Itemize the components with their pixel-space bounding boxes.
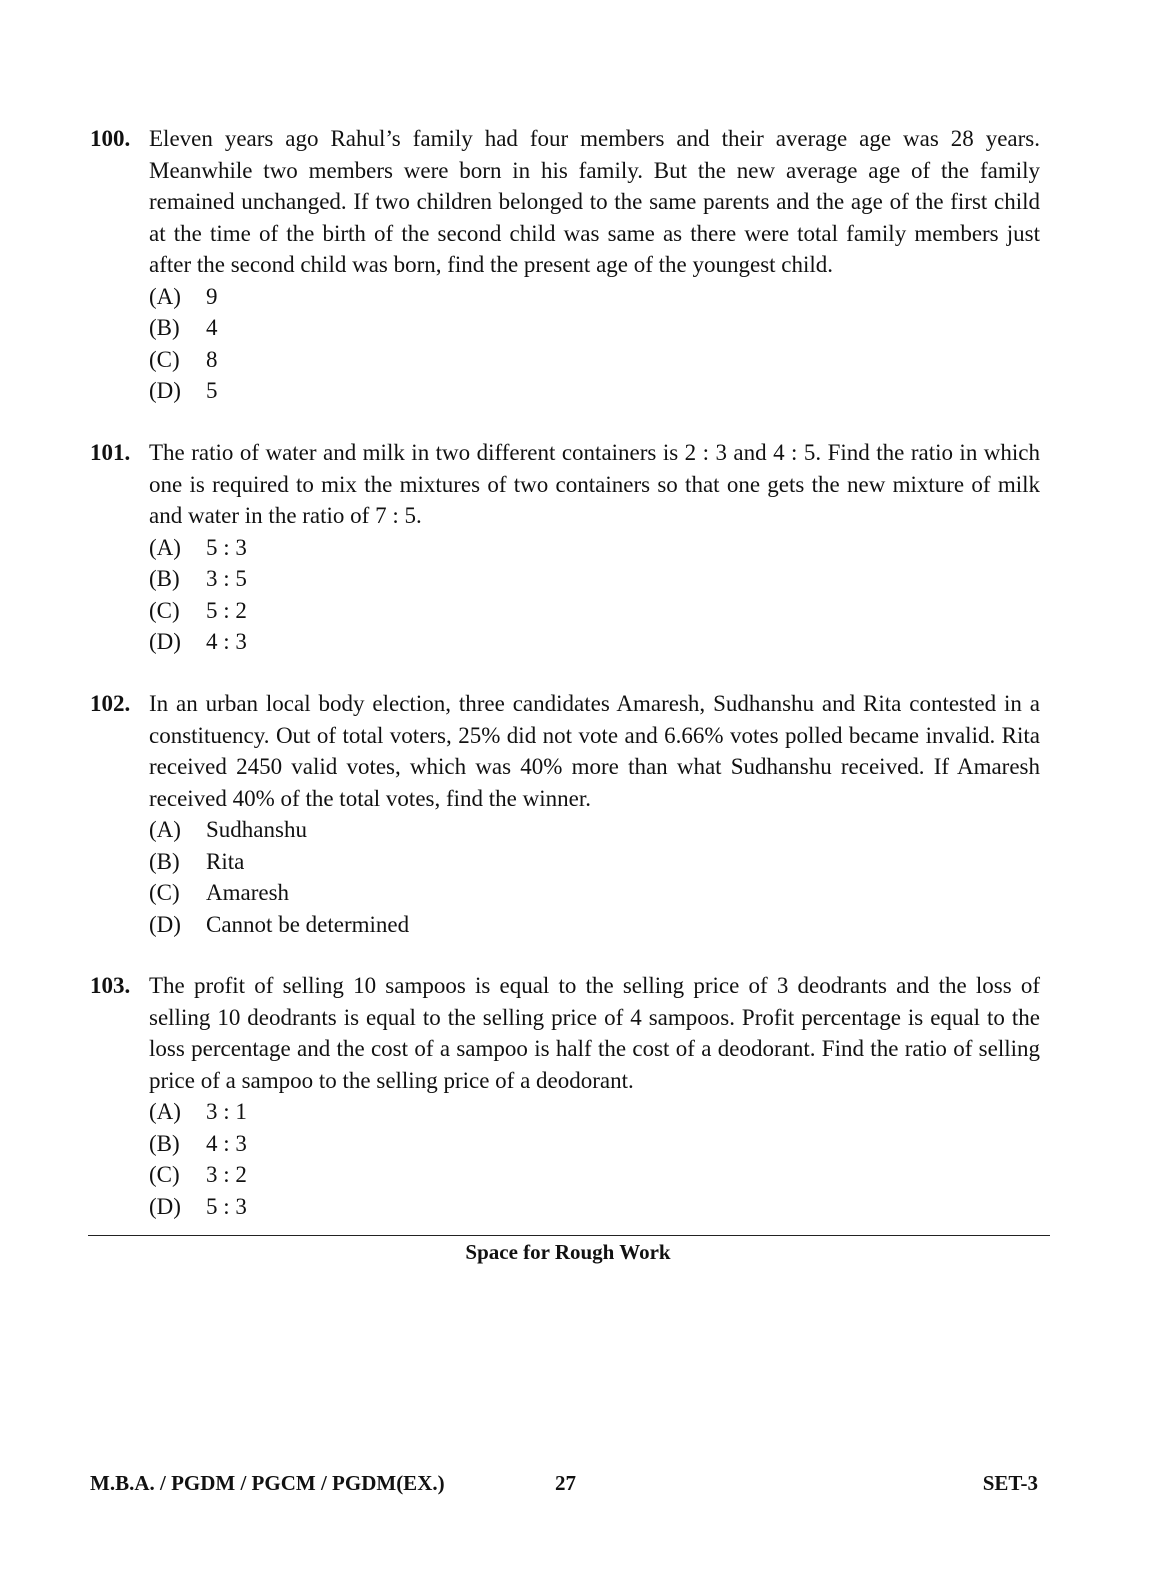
option-b bbox=[149, 563, 1040, 595]
options-list bbox=[149, 814, 1040, 940]
option-letter: (A) bbox=[149, 534, 181, 560]
option-a bbox=[149, 1096, 1040, 1128]
option-text: 5 bbox=[206, 378, 218, 403]
question-103 bbox=[90, 970, 1040, 1222]
option-text: Cannot be determined bbox=[206, 911, 410, 937]
options-list bbox=[149, 532, 1040, 658]
option-b bbox=[149, 312, 1040, 344]
question-text: In an urban local body election, three candidates Amaresh, Sudhanshu and Rita contested in a constituency. Out of total voters, 25% did not vote and 6.66% votes polled became invalid. Rita received 2450 valid votes, which was 40% more than what Sudhanshu received. If Amaresh received 40% of the total votes, find the winner. bbox=[149, 691, 1040, 811]
question-101 bbox=[90, 437, 1040, 658]
option-letter: (C) bbox=[149, 1162, 180, 1187]
option-letter: (D) bbox=[149, 1193, 181, 1219]
divider-rule bbox=[88, 1235, 1050, 1236]
option-text: Rita bbox=[206, 848, 245, 874]
option-letter: (D) bbox=[149, 378, 181, 403]
option-text: 5 : 2 bbox=[206, 597, 247, 623]
option-d bbox=[149, 909, 1040, 941]
question-102 bbox=[90, 688, 1040, 940]
option-b bbox=[149, 846, 1040, 878]
option-letter: (A) bbox=[149, 1099, 181, 1124]
option-c bbox=[149, 877, 1040, 909]
option-text: 3 : 5 bbox=[206, 566, 247, 591]
option-text: 5 : 3 bbox=[206, 534, 247, 560]
option-letter: (A) bbox=[149, 817, 181, 842]
option-c bbox=[149, 595, 1040, 627]
option-text: 3 : 1 bbox=[206, 1099, 247, 1124]
option-text: Sudhanshu bbox=[206, 817, 307, 842]
option-d bbox=[149, 1191, 1040, 1223]
option-c bbox=[149, 1159, 1040, 1191]
option-letter: (B) bbox=[149, 566, 180, 591]
question-text: The profit of selling 10 sampoos is equal to the selling price of 3 deodrants and the loss of selling 10 deodrants is equal to the selling price of 4 sampoos. Profit percentage is equal to the loss percentage and the cost of a sampoo is half the cost of a deodorant. Find the ratio of selling price of a sampoo to the selling price of a deodorant. bbox=[149, 973, 1040, 1093]
option-letter: (D) bbox=[149, 629, 181, 654]
question-number: 103. bbox=[90, 973, 131, 998]
options-list bbox=[149, 1096, 1040, 1222]
option-c bbox=[149, 344, 1040, 376]
option-d bbox=[149, 626, 1040, 658]
options-list bbox=[149, 281, 1040, 407]
option-text: Amaresh bbox=[206, 880, 290, 905]
question-text: Eleven years ago Rahul’s family had four members and their average age was 28 years. Meanwhile two members were born in his family. But the new average age of the family remained unchanged. If two children belonged to the same parents and the age of the first child at the time of the birth of the second child was same as there were total family members just after the second child was born, find the present age of the youngest child. bbox=[149, 126, 1040, 277]
option-a bbox=[149, 281, 1040, 313]
option-letter: (C) bbox=[149, 597, 180, 623]
option-letter: (B) bbox=[149, 848, 180, 874]
page-number: 27 bbox=[555, 1471, 576, 1495]
option-letter: (B) bbox=[149, 315, 180, 340]
option-letter: (B) bbox=[149, 1130, 180, 1156]
option-text: 5 : 3 bbox=[206, 1193, 247, 1219]
question-text: The ratio of water and milk in two different containers is 2 : 3 and 4 : 5. Find the ratio in which one is required to mix the mixtures of two containers so that one gets the new mixture of milk and water in the ratio of 7 : 5. bbox=[149, 440, 1040, 528]
option-d bbox=[149, 375, 1040, 407]
question-number: 100. bbox=[90, 126, 131, 151]
option-a bbox=[149, 814, 1040, 846]
question-number: 102. bbox=[90, 691, 131, 716]
option-letter: (D) bbox=[149, 911, 181, 937]
question-number: 101. bbox=[90, 440, 131, 465]
rough-work-label: Space for Rough Work bbox=[465, 1240, 671, 1264]
option-letter: (C) bbox=[149, 880, 180, 905]
option-text: 4 : 3 bbox=[206, 1130, 247, 1156]
option-text: 8 bbox=[206, 346, 218, 372]
option-text: 3 : 2 bbox=[206, 1162, 247, 1187]
option-b bbox=[149, 1128, 1040, 1160]
footer-course: M.B.A. / PGDM / PGCM / PGDM(EX.) bbox=[90, 1471, 445, 1495]
option-text: 4 bbox=[206, 315, 218, 340]
option-a bbox=[149, 532, 1040, 564]
footer-set-code: SET-3 bbox=[982, 1471, 1038, 1495]
option-letter: (A) bbox=[149, 283, 181, 309]
question-100 bbox=[90, 123, 1040, 407]
option-letter: (C) bbox=[149, 346, 180, 372]
option-text: 4 : 3 bbox=[206, 629, 247, 654]
option-text: 9 bbox=[206, 283, 218, 309]
